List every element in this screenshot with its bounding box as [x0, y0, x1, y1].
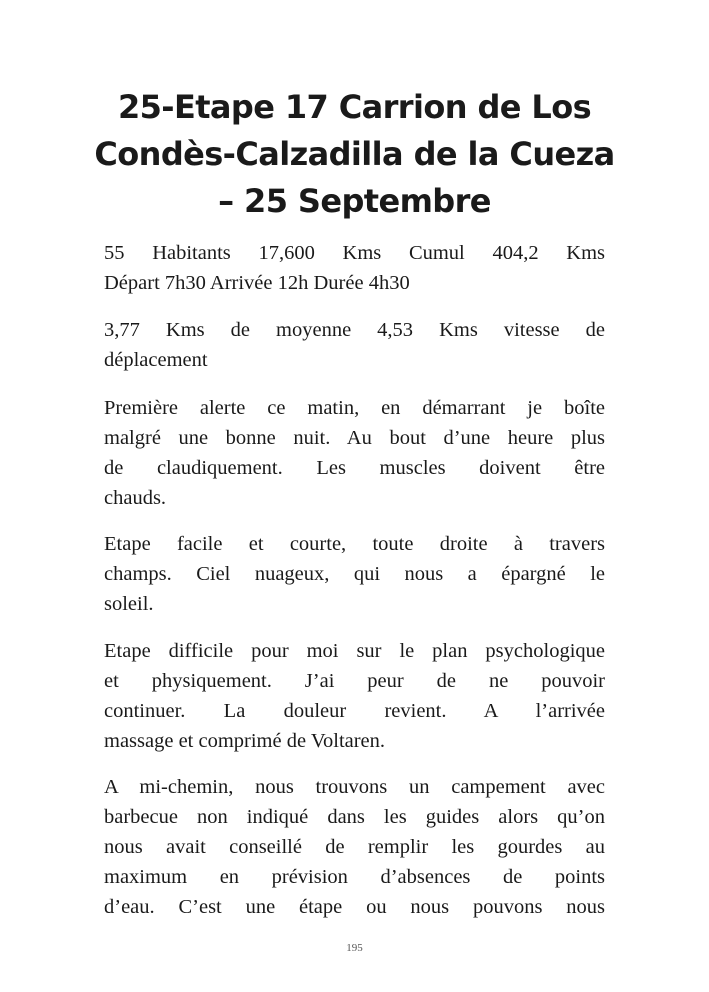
- speed-line: déplacement: [104, 349, 208, 371]
- paragraph-line: massage et comprimé de Voltaren.: [104, 730, 386, 752]
- speed-line: 3,77 Kms de moyenne 4,53 Kms vitesse de: [104, 319, 605, 341]
- paragraph-line: Etape facile et courte, toute droite à travers: [104, 533, 605, 555]
- page-number: 195: [346, 942, 363, 954]
- stats-line-distance: 55 Habitants 17,600 Kms Cumul 404,2 Kms: [104, 242, 605, 264]
- title-line-2: Condès-Calzadilla de la Cueza: [94, 135, 615, 173]
- title-line-1: 25-Etape 17 Carrion de Los: [117, 88, 592, 126]
- paragraph-line: continuer. La douleur revient. A l’arrivée: [104, 700, 605, 722]
- paragraph-line: champs. Ciel nuageux, qui nous a épargné le: [104, 563, 605, 585]
- paragraph-line: maximum en prévision d’absences de points: [104, 866, 605, 888]
- paragraph-line: Première alerte ce matin, en démarrant je boîte: [104, 397, 605, 419]
- paragraph-line: et physiquement. J’ai peur de ne pouvoir: [104, 670, 605, 692]
- paragraph-line: d’eau. C’est une étape ou nous pouvons nous: [104, 896, 605, 918]
- page-title: [60, 84, 649, 225]
- paragraph-line: barbecue non indiqué dans les guides alors qu’on: [104, 806, 605, 828]
- paragraph-line: soleil.: [104, 593, 154, 615]
- paragraph-line: nous avait conseillé de remplir les gourdes au: [104, 836, 605, 858]
- paragraph-line: de claudiquement. Les muscles doivent être: [104, 457, 605, 479]
- paragraph-line: Etape difficile pour moi sur le plan psychologique: [104, 640, 605, 662]
- title-line-3: – 25 Septembre: [218, 182, 491, 220]
- paragraph-line: malgré une bonne nuit. Au bout d’une heure plus: [104, 427, 605, 449]
- paragraph-line: A mi-chemin, nous trouvons un campement avec: [104, 776, 605, 798]
- stats-line-times: Départ 7h30 Arrivée 12h Durée 4h30: [104, 272, 410, 294]
- paragraph-line: chauds.: [104, 487, 167, 509]
